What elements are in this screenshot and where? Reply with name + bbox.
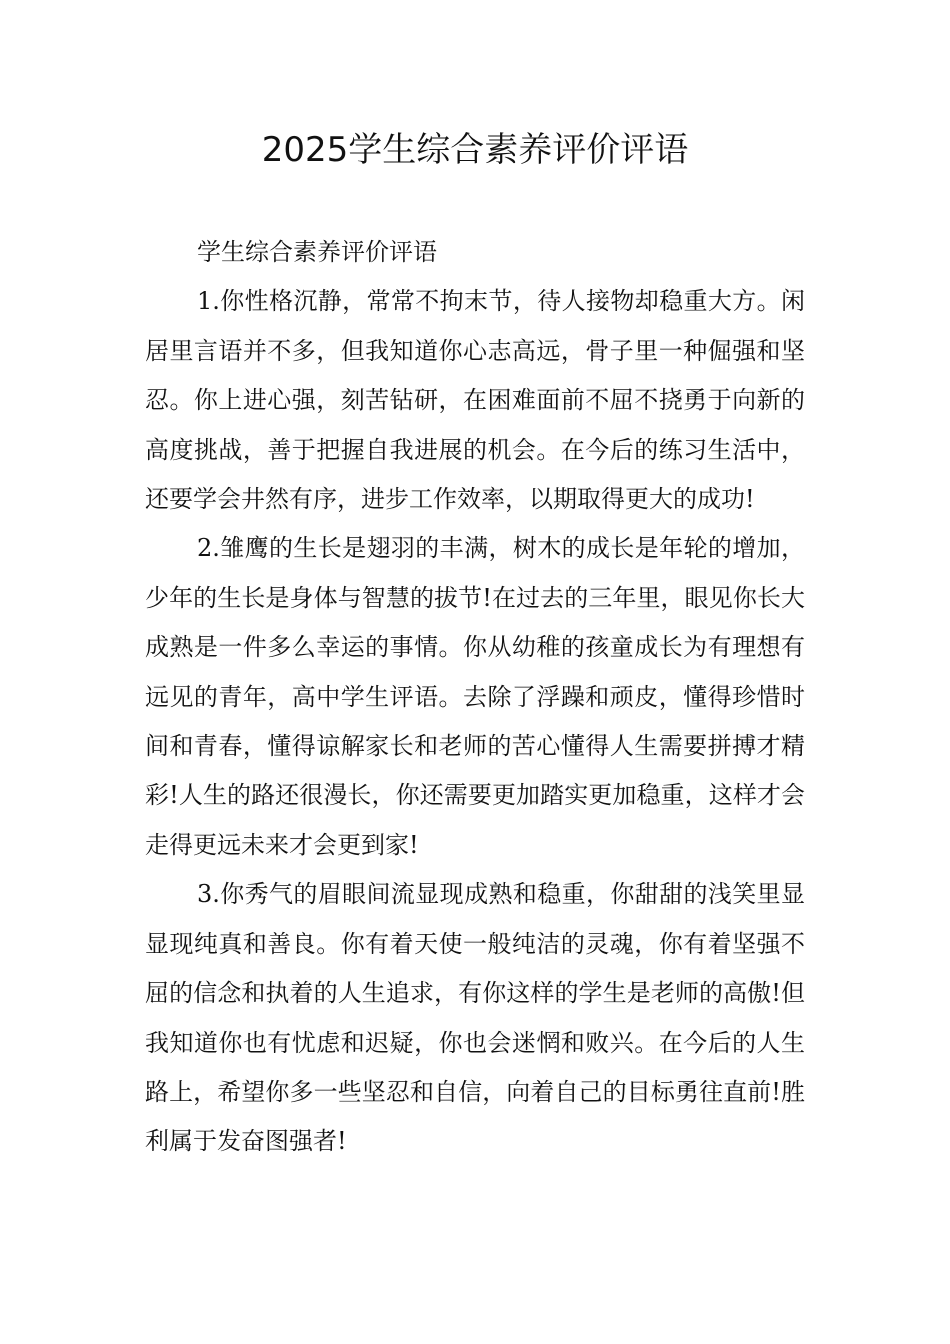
document-title: 2025学生综合素养评价评语 — [261, 130, 689, 170]
document-body — [145, 228, 805, 1167]
comment-paragraph-3: 3.你秀气的眉眼间流显现成熟和稳重，你甜甜的浅笑里显显现纯真和善良。你有着天使一般纯洁的灵魂，你有着坚强不屈的信念和执着的人生追求，有你这样的学生是老师的高傲!但我知道你也有忧虑和迟疑，你也会迷惘和败兴。在今后的人生路上，希望你多一些坚忍和自信，向着自己的目标勇往直前!胜利属于发奋图强者! — [145, 880, 805, 1156]
subtitle-paragraph: 学生综合素养评价评语 — [197, 238, 437, 266]
comment-paragraph-2: 2.雏鹰的生长是翅羽的丰满，树木的成长是年轮的增加，少年的生长是身体与智慧的拔节!在过去的三年里，眼见你长大成熟是一件多么幸运的事情。你从幼稚的孩童成长为有理想有远见的青年，高中学生评语。去除了浮躁和顽皮，懂得珍惜时间和青春，懂得谅解家长和老师的苦心懂得人生需要拼搏才精彩!人生的路还很漫长，你还需要更加踏实更加稳重，这样才会走得更远未来才会更到家! — [145, 534, 805, 859]
comment-paragraph-1: 1.你性格沉静，常常不拘末节，待人接物却稳重大方。闲居里言语并不多，但我知道你心志高远，骨子里一种倔强和坚忍。你上进心强，刻苦钻研，在困难面前不屈不挠勇于向新的高度挑战，善于把握自我进展的机会。在今后的练习生活中，还要学会井然有序，进步工作效率，以期取得更大的成功! — [145, 287, 805, 514]
